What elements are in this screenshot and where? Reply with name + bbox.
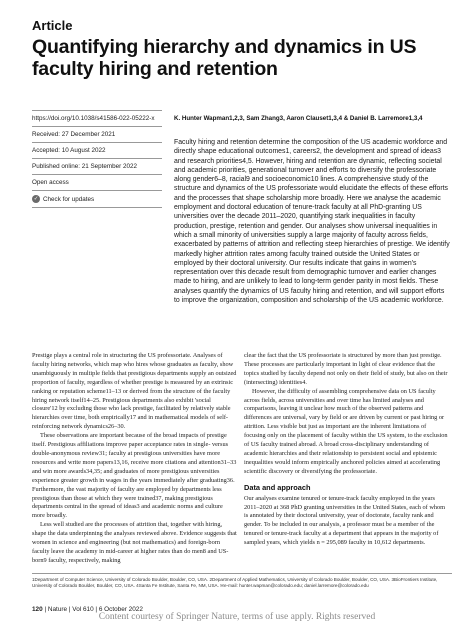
received-date: Received: 27 December 2021 (32, 126, 162, 142)
issue-date: 6 October 2022 (98, 606, 143, 613)
check-updates-label: Check for updates (43, 195, 95, 203)
article-title: Quantifying hierarchy and dynamics in US faculty hiring and retention (32, 36, 417, 80)
article-metadata (32, 110, 162, 208)
check-for-updates[interactable] (32, 190, 162, 208)
body-paragraph: These observations are important because of the broad impacts of prestige itself. Prestigious affiliations improve paper acceptance rates in single- versus double-anonymous review31; faculty at prestigious universities have more resources and write more papers13,16, receive more citations and attention31–33 and win more awards34,35; and graduates of more prestigious universities experience greater growth in wages in the years immediately after graduating36. Furthermore, the vast majority of faculty are employed by departments less prestigious than those at which they were trained37, making prestigious departments central in the spread of ideas3 and academic norms and culture more broadly. (32, 432, 237, 520)
affiliation-footnotes: 1Department of Computer Science, University of Colorado Boulder, Boulder, CO, USA. 2Department of Applied Mathematics, University of Colorado Boulder, Boulder, CO, USA. 3BioFrontiers Institute, University of Colorado Boulder, Boulder, CO, USA. 4Santa Fe Institute, Santa Fe, NM, USA. ✉e-mail: hunter.wapman@colorado.edu; daniel.larremore@colorado.edu (32, 577, 438, 589)
journal-name: Nature (47, 606, 68, 613)
footnote-divider (32, 573, 452, 574)
check-updates-icon: ✓ (33, 196, 39, 202)
body-paragraph: However, the difficulty of assembling comprehensive data on US faculty across fields, across universities and over time has limited analyses and comparisons, leaving it unclear how much of the observed patterns and differences are universal, vary by field or are driven by current or past hiring or attrition. Less visible but just as important are the inherent limitations of focusing only on the placement of faculty within the US system, to the exclusion of US faculty trained abroad. A broad cross-disciplinary understanding of academic hierarchies and their relationship to persistent social and epistemic inequalities would inform empirically anchored policies aimed at accelerating scientific discovery or diversifying the professoriate. (244, 387, 448, 475)
accepted-date: Accepted: 10 August 2022 (32, 142, 162, 158)
page-number: 120 (32, 606, 43, 613)
open-access-label: Open access (32, 174, 162, 190)
article-type-label: Article (32, 18, 73, 33)
section-heading: Data and approach (244, 482, 311, 492)
body-column-left (32, 352, 237, 566)
page-folio: 120 | Nature | Vol 610 | 6 October 2022 (32, 606, 143, 613)
author-list: K. Hunter Wapman1,2,3, Sam Zhang3, Aaron Clauset1,3,4 & Daniel B. Larremore1,3,4 (174, 115, 423, 122)
doi-link[interactable]: https://doi.org/10.1038/s41586-022-05222-x (32, 110, 162, 126)
body-paragraph: Prestige plays a central role in structuring the US professoriate. Analyses of faculty hiring networks, which map who hires whose graduates as faculty, show unambiguously in multiple fields that prestigious departments supply an outsized proportion of faculty, regardless of whether prestige is measured by an extrinsic ranking or reputation scheme11–13 or derived from the structure of the faculty hiring network itself14–25. Prestigious departments also exhibit 'social closure'12 by excluding those who lack prestige, facilitated by relatively stable hierarchies over time, both empirically17 and in mathematical models of self-reinforcing network dynamics26–30. (32, 352, 237, 431)
body-paragraph: Our analyses examine tenured or tenure-track faculty employed in the years 2011–2020 at 368 PhD granting universities in the United States, each of whom is annotated by their doctoral university, year of doctorate, faculty rank and gender. To be included in our analysis, a professor must be a member of the tenured or tenure-track faculty at a department that appears in the majority of sampled years, which yields n = 295,089 faculty in 10,612 departments. (244, 494, 446, 547)
abstract: Faculty hiring and retention determine the composition of the US academic workforce and directly shape educational outcomes1, careers2, the development and spread of ideas3 and research priorities4,5. However, hiring and retention are dynamic, reflecting societal and academic priorities, generational turnover and efforts to diversify the professoriate along gender6–8, racial9 and socioeconomic10 lines. A comprehensive study of the structure and dynamics of the US professoriate would elucidate the effects of these efforts and the processes that shape scholarship more broadly. Here we analyse the academic employment and doctoral education of tenure-track faculty at all PhD-granting US universities over the decade 2011–2020, quantifying stark inequalities in faculty production, prestige, retention and gender. Our analyses show universal inequalities in which a small minority of universities supply a large majority of faculty across fields, exacerbated by patterns of attrition and reflecting steep hierarchies of prestige. We identify markedly higher attrition rates among faculty trained outside the United States or employed by their doctoral university. Our results indicate that gains in women's representation over this decade result from demographic turnover and earlier changes made to hiring, and are unlikely to lead to long-term gender parity in most fields. These analyses quantify the dynamics of US faculty hiring and retention, and will support efforts to improve the organization, composition and scholarship of the US academic workforce. (174, 139, 450, 305)
published-date: Published online: 21 September 2022 (32, 158, 162, 174)
body-paragraph: Less well studied are the processes of attrition that, together with hiring, shape the data underpinning the analyses reviewed above. Evidence suggests that women in science and engineering (but not mathematics) and foreign-born faculty leave the academy in mid-career at higher rates than do men8 and US-born9 faculty, respectively, making (32, 521, 237, 564)
content-credit-watermark: Content courtesy of Springer Nature, terms of use apply. Rights reserved (98, 612, 376, 622)
body-column-right (244, 352, 449, 548)
journal-volume: Vol 610 (72, 606, 94, 613)
body-paragraph: clear the fact that the US professoriate is structured by more than just prestige. These processes are particularly important in light of clear evidence that the topics studied by faculty depend not only on their field of study, but also on their (intersecting) identities4. (244, 352, 448, 386)
